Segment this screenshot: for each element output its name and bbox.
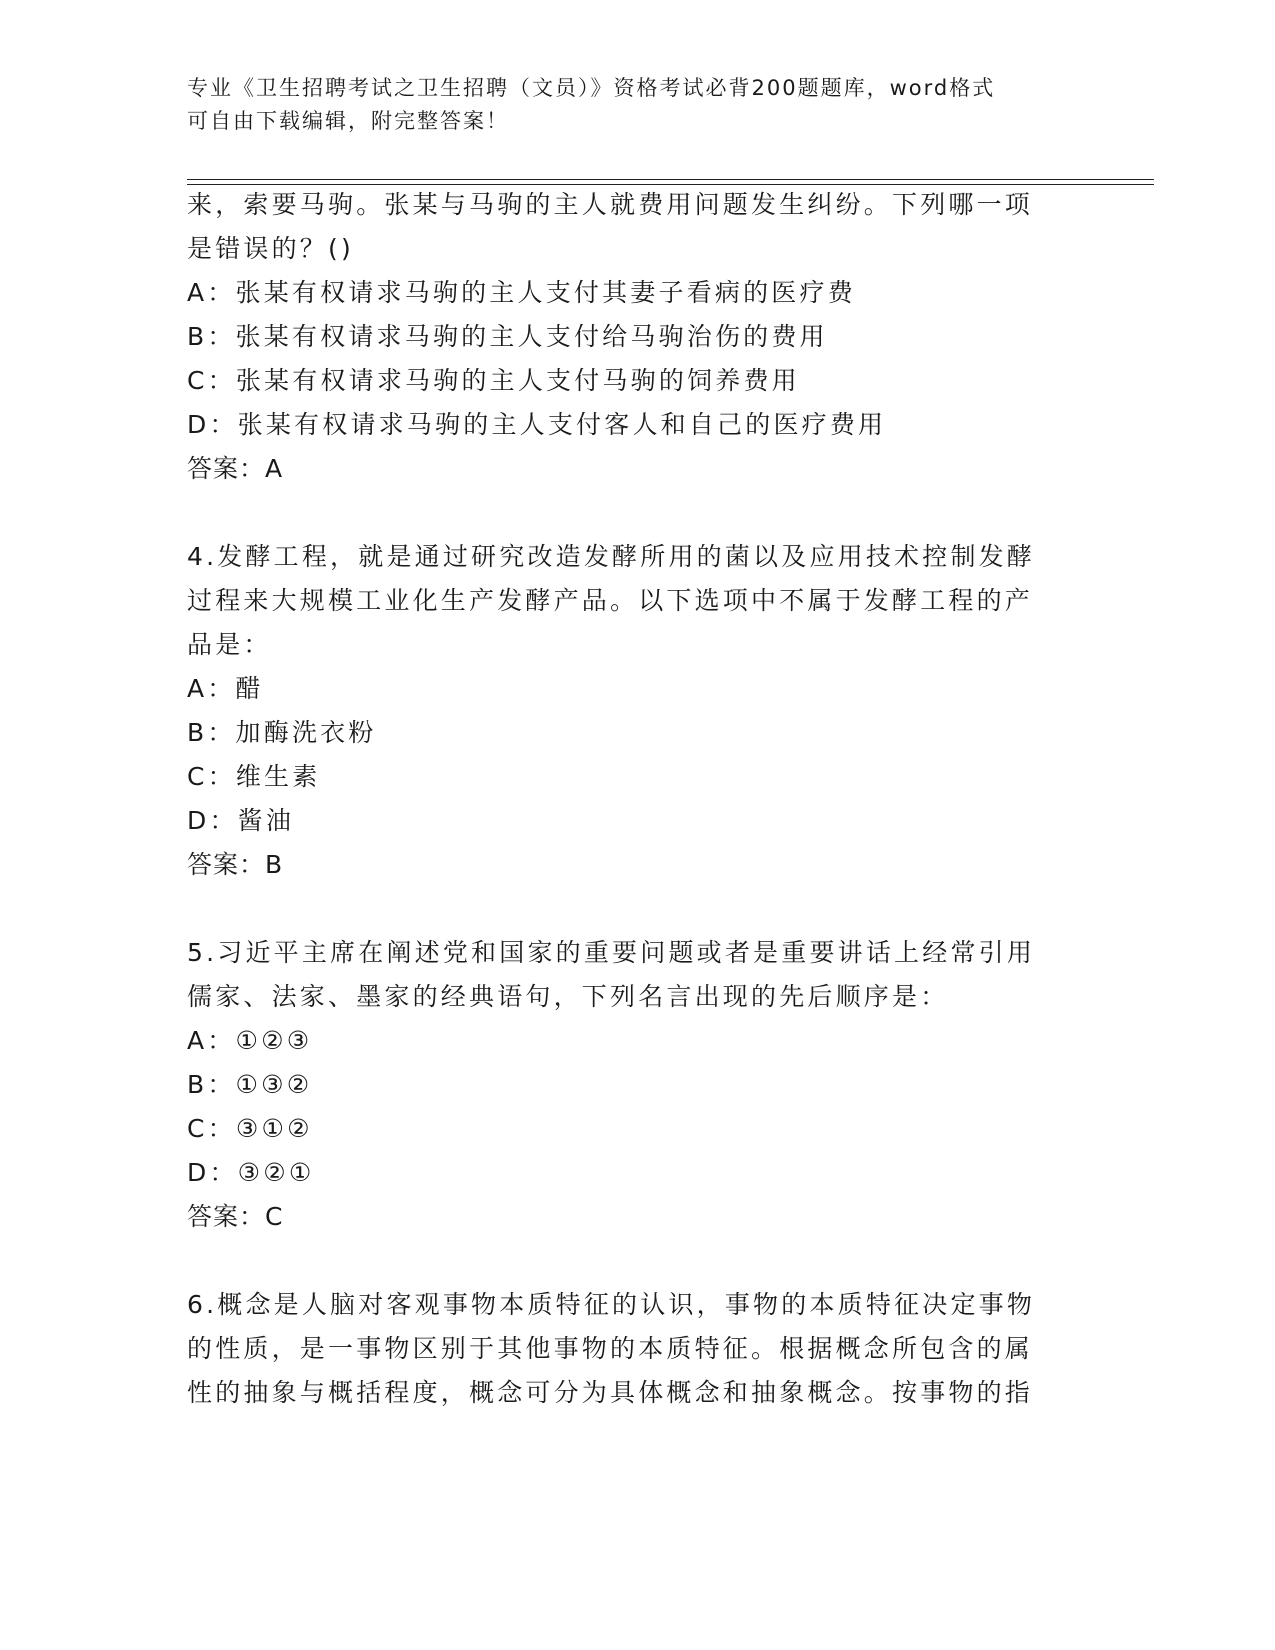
question-stem-line: 是错误的？() [187,234,354,263]
header-title-line-1: 专业《卫生招聘考试之卫生招聘（文员）》资格考试必背200题题库，word格式 [187,76,996,100]
option-a: A：醋 [187,674,264,703]
option-c: C：张某有权请求马驹的主人支付马驹的饲养费用 [187,366,800,395]
header-title-line-2: 可自由下载编辑，附完整答案！ [187,109,509,133]
question-stem-line: 性的抽象与概括程度，概念可分为具体概念和抽象概念。按事物的指 [187,1378,1034,1407]
answer-label: 答案：C [187,1202,284,1231]
option-d: D：张某有权请求马驹的主人支付客人和自己的医疗费用 [187,410,887,439]
option-d: D：③②① [187,1158,315,1187]
option-c: C：③①② [187,1114,313,1143]
option-c: C：维生素 [187,762,321,791]
option-a: A：①②③ [187,1026,313,1055]
answer-label: 答案：A [187,454,284,483]
option-a: A：张某有权请求马驹的主人支付其妻子看病的医疗费 [187,278,856,307]
header-divider-top [187,179,1154,180]
question-stem-line: 来，索要马驹。张某与马驹的主人就费用问题发生纠纷。下列哪一项 [187,190,1034,219]
option-d: D：酱油 [187,806,295,835]
question-stem-line: 过程来大规模工业化生产发酵产品。以下选项中不属于发酵工程的产 [187,586,1034,615]
option-b: B：加酶洗衣粉 [187,718,377,747]
question-stem-line: 的性质，是一事物区别于其他事物的本质特征。根据概念所包含的属 [187,1334,1034,1363]
question-stem-line: 品是： [187,630,272,659]
answer-label: 答案：B [187,850,284,879]
option-b: B：张某有权请求马驹的主人支付给马驹治伤的费用 [187,322,828,351]
option-b: B：①③② [187,1070,313,1099]
question-stem-line: 儒家、法家、墨家的经典语句，下列名言出现的先后顺序是： [187,982,949,1011]
question-stem-line: 6.概念是人脑对客观事物本质特征的认识，事物的本质特征决定事物 [187,1290,1036,1319]
header-divider-bottom [187,184,1154,185]
question-stem-line: 4.发酵工程，就是通过研究改造发酵所用的菌以及应用技术控制发酵 [187,542,1036,571]
question-stem-line: 5.习近平主席在阐述党和国家的重要问题或者是重要讲话上经常引用 [187,938,1036,967]
document-header [187,72,1067,138]
